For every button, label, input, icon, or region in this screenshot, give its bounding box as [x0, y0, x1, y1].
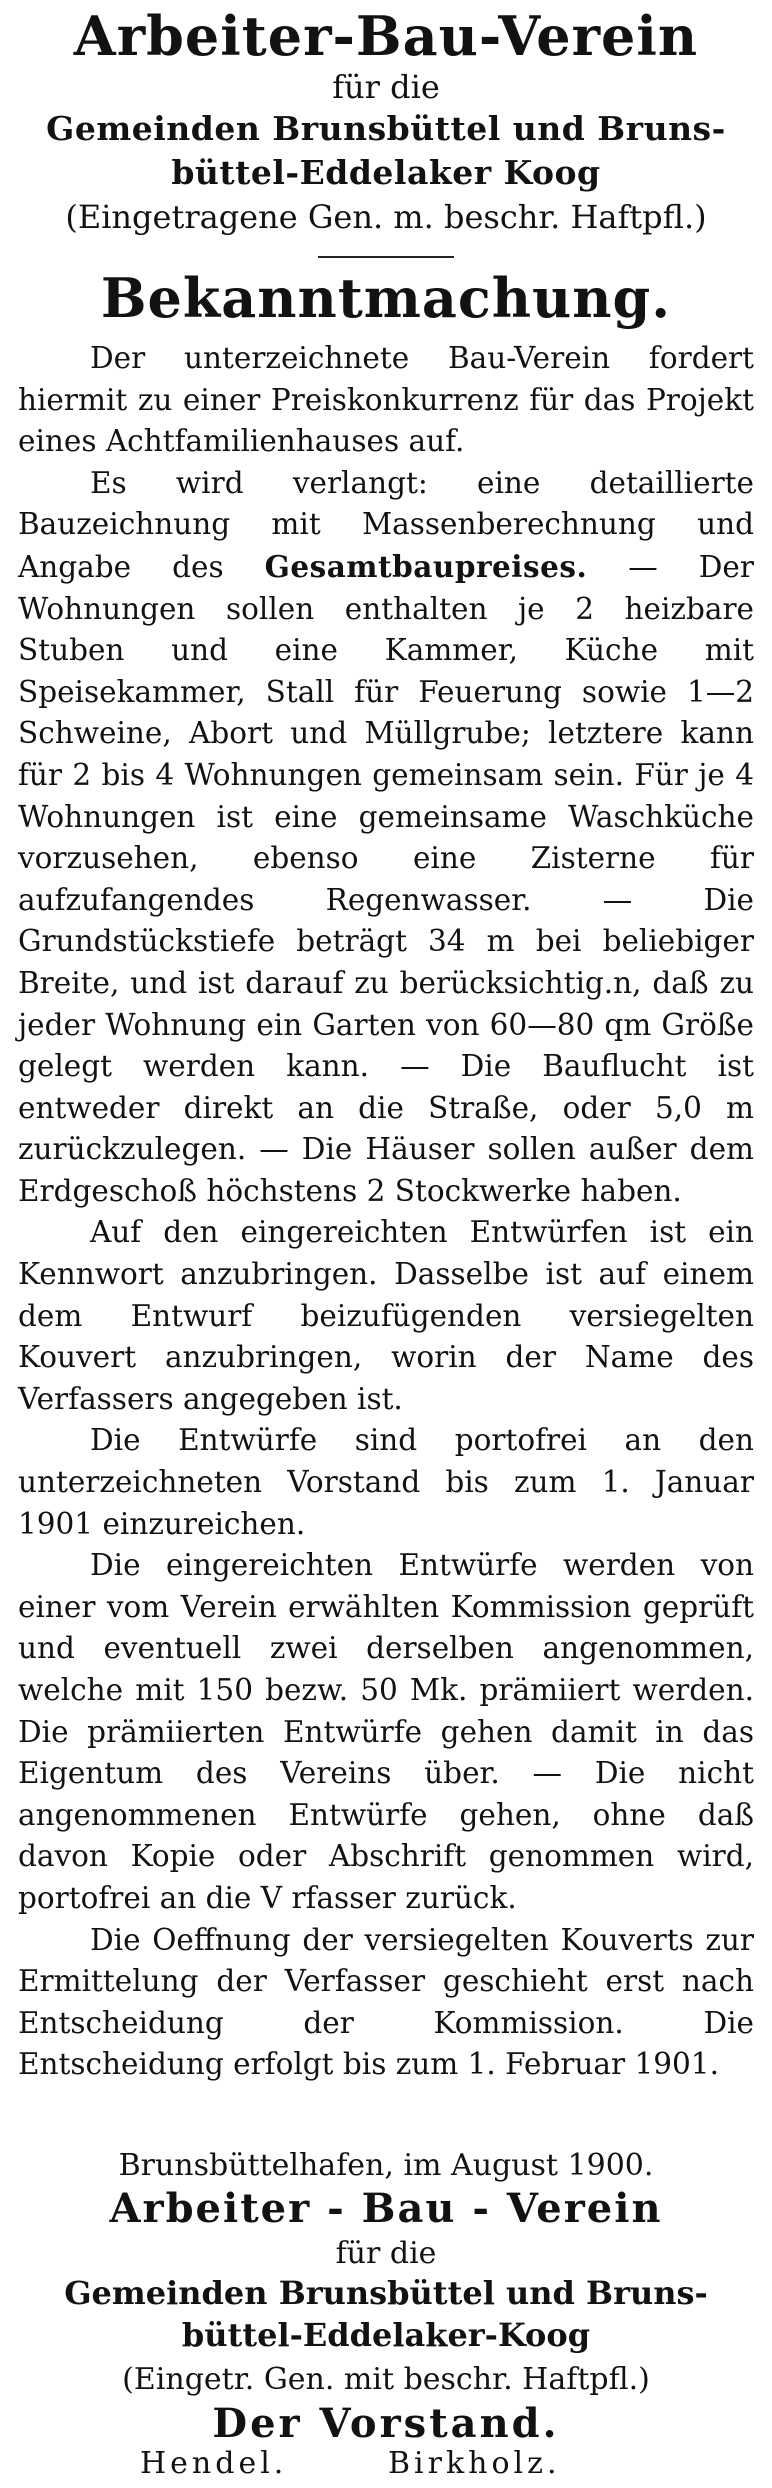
- requirements-details: — Der Wohnungen sollen enthalten je 2 heizbare Stuben und eine Kammer, Küche mit Speisekammer, Stall für Feuerung sowie 1—2 Schweine, Abort und Müllgrube; letztere kann für 2 bis 4 Wohnungen gemeinsam sein. Für je 4 Wohnungen ist eine gemeinsame Waschküche vorzusehen, ebenso eine Zisterne für aufzufangendes Regenwasser. — Die Grundstückstiefe beträgt 34 m bei beliebiger Breite, und ist darauf zu berücksichtig.n, daß zu jeder Wohnung ein Garten von 60—80 qm Größe gelegt werden kann. — Die Bauflucht ist entweder direkt an die Straße, oder 5,0 m zurückzulegen. — Die Häuser sollen außer dem Erdgeschoß höchstens 2 Stockwerke haben.: [18, 549, 754, 1208]
- paragraph-opening: Die Oeffnung der versiegelten Kouverts zur Ermittelung der Verfasser geschieht erst nach Entscheidung der Kommission. Die Entscheidung erfolgt bis zum 1. Februar 1901.: [18, 1922, 754, 2082]
- board-member-2: Birkholz.: [388, 2446, 561, 2481]
- paragraph-submission: Die Entwürfe sind portofrei an den unterzeichneten Vorstand bis zum 1. Januar 1901 einzureichen.: [18, 1423, 754, 1541]
- association-gemeinden-line2: büttel-Eddelaker Koog: [171, 153, 601, 192]
- paragraph-competition: Der unterzeichnete Bau-Verein fordert hiermit zu einer Preiskonkurrenz für das Projekt eines Achtfamilienhauses auf.: [18, 341, 754, 459]
- signature-gemeinden-line1: Gemeinden Brunsbüttel und Bruns-: [64, 2274, 708, 2312]
- signature-association: Arbeiter - Bau - Verein: [109, 2185, 663, 2232]
- divider-rule: [318, 256, 454, 258]
- total-price-term: Gesamtbaupreises.: [264, 548, 588, 584]
- association-title: Arbeiter-Bau-Verein: [73, 4, 699, 68]
- association-gemeinden-line1: Gemeinden Brunsbüttel und Bruns-: [46, 109, 726, 148]
- board-member-1: Hendel.: [140, 2446, 288, 2481]
- paragraph-keyword: Auf den eingereichten Entwürfen ist ein Kennwort anzubringen. Dasselbe ist auf einem dem Entwurf beizufügenden versiegelten Kouvert anzubringen, worin der Name des Verfassers angegeben ist.: [18, 1215, 754, 1416]
- paragraph-evaluation: Die eingereichten Entwürfe werden von einer vom Verein erwählten Kommission geprüft und eventuell zwei derselben angenommen, welche mit 150 bezw. 50 Mk. prämiiert werden. Die prämiierten Entwürfe gehen damit in das Eigentum des Vereins über. — Die nicht angenommenen Entwürfe gehen, ohne daß davon Kopie oder Abschrift genommen wird, portofrei an die V rfasser zurück.: [18, 1548, 754, 1915]
- notice-body: [18, 338, 754, 2086]
- notice-title: Bekanntmachung.: [100, 266, 672, 330]
- requirements-intro: Es wird verlangt: eine detaillierte Bauzeichnung mit Massenberechnung und Angabe des: [18, 465, 754, 584]
- association-registration: (Eingetragene Gen. m. beschr. Haftpfl.): [65, 198, 707, 236]
- association-fuer: für die: [332, 68, 440, 106]
- board-label: Der Vorstand.: [212, 2400, 560, 2447]
- place-date: Brunsbüttelhafen, im August 1900.: [118, 2148, 654, 2183]
- paragraph-requirements: [18, 463, 754, 1213]
- signature-registration: (Eingetr. Gen. mit beschr. Haftpfl.): [122, 2362, 650, 2397]
- signature-fuer: für die: [335, 2236, 437, 2271]
- signature-gemeinden-line2: büttel-Eddelaker-Koog: [181, 2316, 591, 2354]
